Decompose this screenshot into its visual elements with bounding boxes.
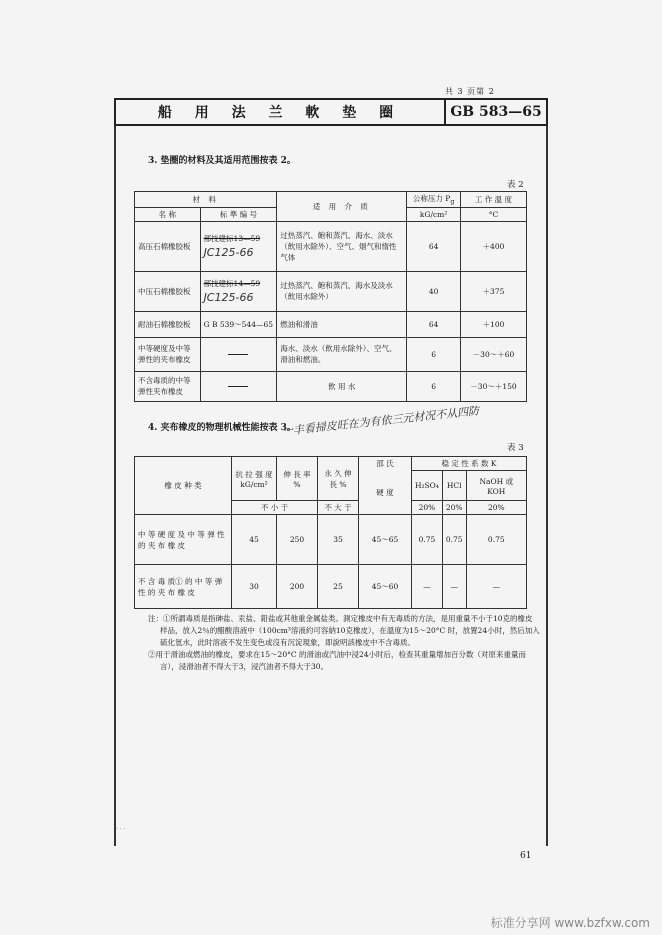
- handwritten-annotation: 一丰看掃皮旺在为有依三元材况不从四防: [281, 404, 480, 438]
- t3-cell-hardness: 45～60: [359, 565, 412, 609]
- t2-header-std: 标 準 编 号: [200, 207, 277, 221]
- t3-cell-h2so4: —: [412, 565, 443, 609]
- t2-cell-pressure: 64: [407, 221, 461, 271]
- table-row: [135, 271, 527, 311]
- table-3: [134, 456, 527, 609]
- table-3-label: 表 3: [507, 443, 524, 453]
- table-2: [134, 191, 527, 402]
- t3-cell-tensile: 45: [232, 515, 277, 565]
- t2-cell-std: G B 539～544—65: [200, 311, 277, 337]
- t3-header-pct: 20%: [466, 501, 526, 515]
- note-2: ②用于滑油或燃油的橡皮，要求在15～20°C 的滑油或汽油中浸24小时后，检查其重量增加百分数（对原来重量而言），浸滑油者不得大于3，浸汽油者不得大于30。: [148, 650, 527, 671]
- t2-cell-name: 中压石棉橡胶板: [135, 271, 201, 311]
- t2-header-pressure-unit: kG/cm²: [407, 207, 461, 221]
- table-2-label: 表 2: [507, 180, 524, 190]
- t3-cell-elong: 200: [277, 565, 318, 609]
- t2-cell-medium: 过热蒸汽、飽和蒸汽、海水、淡水（飲用水除外）、空气、烟气和惰性气体: [277, 221, 407, 271]
- page-info: 共 3 页第 2: [445, 87, 495, 96]
- t3-cell-naoh: —: [466, 565, 526, 609]
- t2-header-pressure: 公称压力 $P_g$: [407, 192, 461, 208]
- t3-header-tensile: 抗 拉 强 度 kG/cm²: [232, 457, 277, 501]
- t2-cell-name: 耐油石棉橡胶板: [135, 311, 201, 337]
- t2-cell-medium: 过热蒸汽、飽和蒸汽、海水及淡水（飲用水除外）: [277, 271, 407, 311]
- scan-mark: · · ·: [116, 826, 126, 833]
- t3-cell-tensile: 30: [232, 565, 277, 609]
- standard-code: GB 583—65: [450, 104, 542, 120]
- page-number: 61: [520, 851, 532, 861]
- t3-cell-perm: 25: [318, 565, 359, 609]
- t3-header-elong: 伸 長 率 %: [277, 457, 318, 501]
- t2-cell-name: 中等硬度及中等弹性的夹布橡皮: [135, 337, 201, 371]
- t2-cell-std-dash: [200, 371, 277, 401]
- t2-cell-temp: －30～＋150: [460, 371, 526, 401]
- t2-cell-temp: ＋375: [460, 271, 526, 311]
- t2-cell-medium: 海水、淡水（飲用水除外）、空气、滑油和燃油。: [277, 337, 407, 371]
- t3-header-pct: 20%: [412, 501, 443, 515]
- t2-header-temp: 工 作 溫 度: [460, 192, 526, 208]
- t2-cell-pressure: 40: [407, 271, 461, 311]
- t3-header-hcl: HCl: [442, 471, 466, 501]
- t3-header-not-more: 不 大 于: [318, 501, 359, 515]
- t3-header-hardness: 邵 氏: [359, 457, 412, 471]
- t3-cell-type: 中 等 硬 度 及 中 等 弹 性 的 夹 布 橡 皮: [135, 515, 232, 565]
- t2-cell-temp: ＋100: [460, 311, 526, 337]
- t3-cell-h2so4: 0.75: [412, 515, 443, 565]
- frame-left-rule: [114, 126, 116, 846]
- t3-header-coef: 稳 定 性 系 数 K: [412, 457, 527, 471]
- t3-cell-hcl: —: [442, 565, 466, 609]
- frame-right-rule: [546, 126, 548, 846]
- t3-header-type: 橡 皮 种 类: [135, 457, 232, 515]
- table-row: [135, 221, 527, 271]
- t3-cell-elong: 250: [277, 515, 318, 565]
- t3-cell-type: 不 含 毒 质① 的 中 等 弹 性 的 夹 布 橡 皮: [135, 565, 232, 609]
- t2-cell-pressure: 6: [407, 371, 461, 401]
- table-row: [135, 515, 527, 565]
- footer-bar: [0, 910, 662, 935]
- section-4-heading: 4. 夹布橡皮的物理机械性能按表 3。: [148, 423, 296, 433]
- table-row: [135, 337, 527, 371]
- footer-watermark[interactable]: 标准分享网 www.bzfxw.com: [490, 916, 650, 930]
- t3-header-h2so4: H₂SO₄: [412, 471, 443, 501]
- t3-cell-perm: 35: [318, 515, 359, 565]
- t3-cell-hardness: 45～65: [359, 515, 412, 565]
- t3-cell-naoh: 0.75: [466, 515, 526, 565]
- t2-header-temp-unit: °C: [460, 207, 526, 221]
- t2-cell-std-dash: [200, 337, 277, 371]
- t2-cell-pressure: 6: [407, 337, 461, 371]
- t3-header-perm: 永 久 伸 長 %: [318, 457, 359, 501]
- table-row: [135, 565, 527, 609]
- t2-cell-medium: 燃油和滑油: [277, 311, 407, 337]
- t2-cell-name: 高压石棉橡胶板: [135, 221, 201, 271]
- table-row: [135, 371, 527, 401]
- t3-header-naoh: NaOH 或 KOH: [466, 471, 526, 501]
- handwritten-correction: JC125-66: [203, 291, 254, 304]
- t3-header-hardness-2: 硬 度: [359, 471, 412, 515]
- t2-header-material: 材 料: [135, 192, 277, 208]
- t2-cell-std: 部技建标13—59 JC125-66: [200, 221, 277, 271]
- t2-cell-temp: ＋400: [460, 221, 526, 271]
- t3-header-pct: 20%: [442, 501, 466, 515]
- t2-cell-medium: 飲 用 水: [277, 371, 407, 401]
- t2-header-name: 名 称: [135, 207, 201, 221]
- table-row: [135, 311, 527, 337]
- handwritten-correction: JC125-66: [203, 246, 254, 259]
- t2-header-medium: 适 用 介 质: [277, 192, 407, 222]
- notes-block: [148, 613, 540, 673]
- note-1: 注：①所謂毒质是指砷盐、汞盐、鉛盐或其他重金属盐类。測定橡皮中有无毒质的方法，是用重量不小于10克的橡皮样品，放入2％的醋酸溶液中（100cm³溶液約可容納10克橡皮），在溫度为15～20°C 时，放置24小时，然后加入硫化氫水，此时溶液不发生变色或沒有沉淀現象，即說明該橡皮中不含毒质。: [148, 614, 540, 647]
- t2-cell-temp: －30～＋60: [460, 337, 526, 371]
- t3-cell-hcl: 0.75: [442, 515, 466, 565]
- t2-cell-name: 不含毒质的中等弹性夹布橡皮: [135, 371, 201, 401]
- t2-cell-pressure: 64: [407, 311, 461, 337]
- document-title: 船 用 法 兰 軟 垫 圈: [116, 100, 446, 124]
- t3-header-not-less: 不 小 于: [232, 501, 318, 515]
- t2-cell-std: 部技建标14—59 JC125-66: [200, 271, 277, 311]
- title-block: [114, 98, 548, 126]
- section-3-heading: 3. 垫圈的材料及其适用范围按表 2。: [148, 156, 296, 166]
